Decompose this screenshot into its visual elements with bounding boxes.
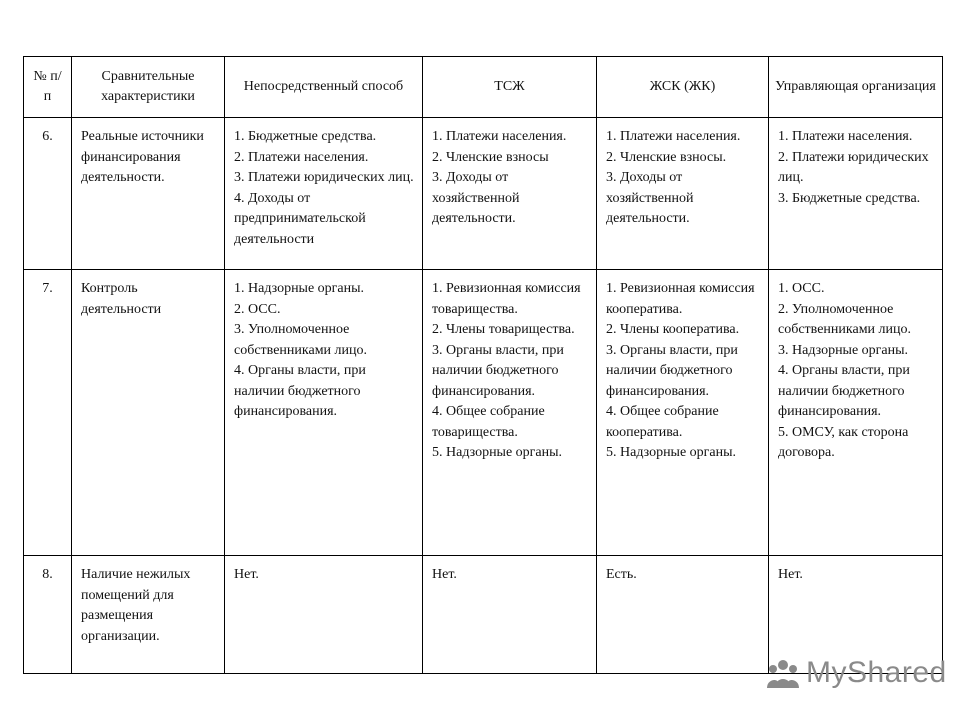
table-row bbox=[24, 118, 943, 270]
row-number: 7. bbox=[24, 270, 72, 556]
cell-item: 3. Органы власти, при наличии бюджетного финансирования. bbox=[606, 342, 738, 399]
cell-item: 3. Доходы от хозяйственной деятельности. bbox=[606, 170, 694, 226]
row-number: 8. bbox=[24, 556, 72, 674]
cell-item: 1. ОСС. bbox=[778, 281, 825, 296]
cell-direct bbox=[225, 118, 423, 270]
row-characteristic: Реальные источники финансирования деятельности. bbox=[72, 118, 225, 270]
people-group-icon bbox=[766, 656, 800, 690]
cell-item: 5. Надзорные органы. bbox=[606, 445, 737, 460]
cell-item: 3. Уполномоченное собственниками лицо. bbox=[234, 322, 368, 358]
cell-item: 4. Органы власти, при наличии бюджетного финансирования. bbox=[234, 363, 366, 419]
cell-item: 4. Доходы от предпринимательской деятельности bbox=[234, 190, 366, 247]
cell-item: Есть. bbox=[606, 567, 637, 582]
cell-item: 3. Платежи юридических лиц. bbox=[234, 170, 414, 185]
row-number: 6. bbox=[24, 118, 72, 270]
cell-item: 2. Уполномоченное собственниками лицо. bbox=[778, 301, 912, 337]
cell-item: 4. Органы власти, при наличии бюджетного финансирования. bbox=[778, 363, 910, 419]
table-row bbox=[24, 270, 943, 556]
cell-item: 1. Платежи населения. bbox=[606, 129, 741, 144]
cell-item: 1. Платежи населения. bbox=[432, 129, 567, 144]
cell-direct bbox=[225, 556, 423, 674]
cell-item: 2. Платежи населения. bbox=[234, 149, 369, 165]
cell-item: 2. Платежи юридических лиц. bbox=[778, 149, 929, 185]
header-tszh: ТСЖ bbox=[423, 57, 597, 118]
cell-item: 3. Органы власти, при наличии бюджетного финансирования. bbox=[432, 342, 564, 399]
cell-item: 5. ОМСУ, как сторона договора. bbox=[778, 424, 909, 460]
watermark-logo bbox=[766, 655, 947, 691]
cell-item: 2. Члены товарищества. bbox=[432, 322, 575, 337]
cell-direct bbox=[225, 270, 423, 556]
cell-item: Нет. bbox=[432, 567, 457, 582]
header-managing-org: Управляющая организация bbox=[769, 57, 943, 118]
cell-item: 1. Надзорные органы. bbox=[234, 281, 365, 296]
cell-item: Нет. bbox=[234, 567, 259, 582]
cell-item: 1. Платежи населения. bbox=[778, 129, 913, 144]
table-header-row bbox=[24, 57, 943, 118]
row-characteristic: Наличие нежилых помещений для размещения организации. bbox=[72, 556, 225, 674]
cell-item: 5. Надзорные органы. bbox=[432, 445, 563, 460]
cell-managing bbox=[769, 270, 943, 556]
cell-item: 2. Членские взносы. bbox=[606, 149, 727, 165]
cell-item: 2. ОСС. bbox=[234, 301, 281, 317]
watermark-text: MyShared bbox=[806, 656, 947, 689]
cell-item: 3. Надзорные органы. bbox=[778, 342, 909, 358]
header-num: № п/п bbox=[24, 57, 72, 118]
cell-item: 3. Доходы от хозяйственной деятельности. bbox=[432, 170, 520, 226]
cell-item: 3. Бюджетные средства. bbox=[778, 190, 921, 206]
cell-item: 4. Общее собрание кооператива. bbox=[606, 404, 719, 440]
cell-zhsk bbox=[597, 270, 769, 556]
comparison-table bbox=[23, 56, 943, 674]
cell-tszh bbox=[423, 118, 597, 270]
header-direct-method: Непосредственный способ bbox=[225, 57, 423, 118]
cell-item: Нет. bbox=[778, 567, 803, 582]
header-zhsk: ЖСК (ЖК) bbox=[597, 57, 769, 118]
header-characteristics: Сравнительные характеристики bbox=[72, 57, 225, 118]
cell-managing bbox=[769, 118, 943, 270]
cell-item: 1. Ревизионная комиссия товарищества. bbox=[432, 281, 581, 317]
cell-item: 1. Бюджетные средства. bbox=[234, 129, 377, 144]
cell-item: 4. Общее собрание товарищества. bbox=[432, 404, 545, 440]
cell-tszh bbox=[423, 556, 597, 674]
cell-zhsk bbox=[597, 556, 769, 674]
cell-item: 2. Членские взносы bbox=[432, 149, 549, 165]
cell-item: 1. Ревизионная комиссия кооператива. bbox=[606, 281, 755, 317]
row-characteristic: Контроль деятельности bbox=[72, 270, 225, 556]
cell-zhsk bbox=[597, 118, 769, 270]
cell-tszh bbox=[423, 270, 597, 556]
cell-item: 2. Члены кооператива. bbox=[606, 322, 740, 337]
